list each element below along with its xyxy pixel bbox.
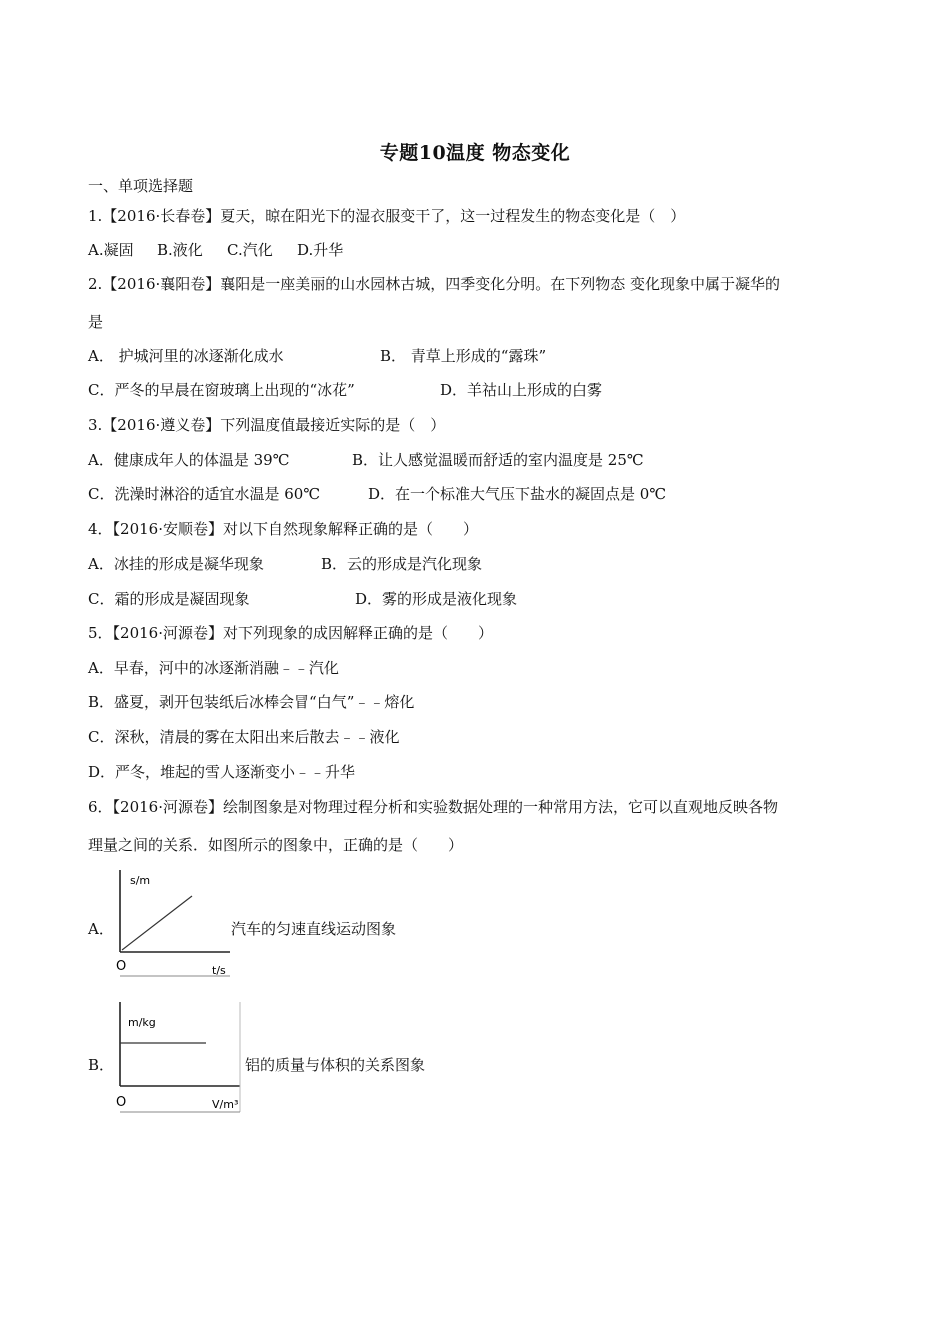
question-6-option-b-letter: B．	[88, 1056, 115, 1074]
question-6-option-a-letter: A．	[88, 920, 114, 938]
page-title: 专题10温度 物态变化	[379, 142, 571, 164]
question-4-option-d: D．雾的形成是液化现象	[355, 590, 518, 608]
x-axis-label: t/s	[212, 964, 226, 977]
question-5-stem: 5．【2016·河源卷】对下列现象的成因解释正确的是（ ）	[88, 624, 493, 642]
y-axis-label: m/kg	[128, 1016, 156, 1029]
question-2-option-a: A． 护城河里的冰逐渐化成水	[88, 347, 284, 365]
question-1-option-a: A.凝固	[88, 241, 134, 259]
question-6-stem-line1: 6．【2016·河源卷】绘制图象是对物理过程分析和实验数据处理的一种常用方法，它可以直观地反映各物	[88, 798, 778, 816]
mass-volume-graph	[112, 998, 246, 1116]
question-4-stem: 4．【2016·安顺卷】对以下自然现象解释正确的是（ ）	[88, 520, 478, 538]
question-3-option-b: B．让人感觉温暖而舒适的室内温度是 25℃	[352, 451, 644, 469]
question-5-option-a: A．早春，河中的冰逐渐消融﹣﹣汽化	[88, 659, 339, 677]
distance-time-graph	[112, 866, 236, 978]
question-2-option-c: C．严冬的早晨在窗玻璃上出现的“冰花”	[88, 381, 355, 399]
question-2-option-b: B． 青草上形成的“露珠”	[380, 347, 547, 365]
question-1-option-d: D.升华	[297, 241, 344, 259]
question-1-option-c: C.汽化	[227, 241, 273, 259]
question-5-option-b: B．盛夏，剥开包装纸后冰棒会冒“白气”﹣﹣熔化	[88, 693, 415, 711]
question-2-stem-line2: 是	[88, 313, 104, 331]
question-3-option-d: D．在一个标准大气压下盐水的凝固点是 0℃	[368, 485, 667, 503]
origin-label: O	[116, 959, 127, 974]
question-5-option-c: C．深秋，清晨的雾在太阳出来后散去﹣﹣液化	[88, 728, 400, 746]
question-3-stem: 3.【2016·遵义卷】下列温度值最接近实际的是（ ）	[88, 416, 446, 434]
question-4-option-b: B．云的形成是汽化现象	[321, 555, 483, 573]
question-2-stem-line1: 2.【2016·襄阳卷】襄阳是一座美丽的山水园林古城，四季变化分明。在下列物态 变化现象中属于凝华的	[88, 275, 781, 293]
uniform-motion-line	[122, 896, 192, 950]
section-heading: 一、单项选择题	[88, 177, 194, 195]
question-1-stem: 1.【2016·长春卷】夏天，晾在阳光下的湿衣服变干了，这一过程发生的物态变化是（ ）	[88, 207, 686, 225]
question-6-stem-line2: 理量之间的关系．如图所示的图象中，正确的是（ ）	[88, 836, 464, 854]
question-6-option-b-desc: 铝的质量与体积的关系图象	[245, 1056, 426, 1074]
question-2-option-d: D．羊祜山上形成的白雾	[440, 381, 603, 399]
question-1-option-b: B.液化	[157, 241, 203, 259]
origin-label: O	[116, 1095, 127, 1110]
question-3-option-a: A．健康成年人的体温是 39℃	[88, 451, 290, 469]
question-4-option-a: A．冰挂的形成是凝华现象	[88, 555, 264, 573]
question-6-option-a-desc: 汽车的匀速直线运动图象	[231, 920, 397, 938]
y-axis-label: s/m	[130, 874, 151, 887]
x-axis-label: V/m³	[212, 1098, 239, 1111]
question-5-option-d: D．严冬，堆起的雪人逐渐变小﹣﹣升华	[88, 763, 356, 781]
question-4-option-c: C．霜的形成是凝固现象	[88, 590, 250, 608]
question-3-option-c: C．洗澡时淋浴的适宜水温是 60℃	[88, 485, 321, 503]
